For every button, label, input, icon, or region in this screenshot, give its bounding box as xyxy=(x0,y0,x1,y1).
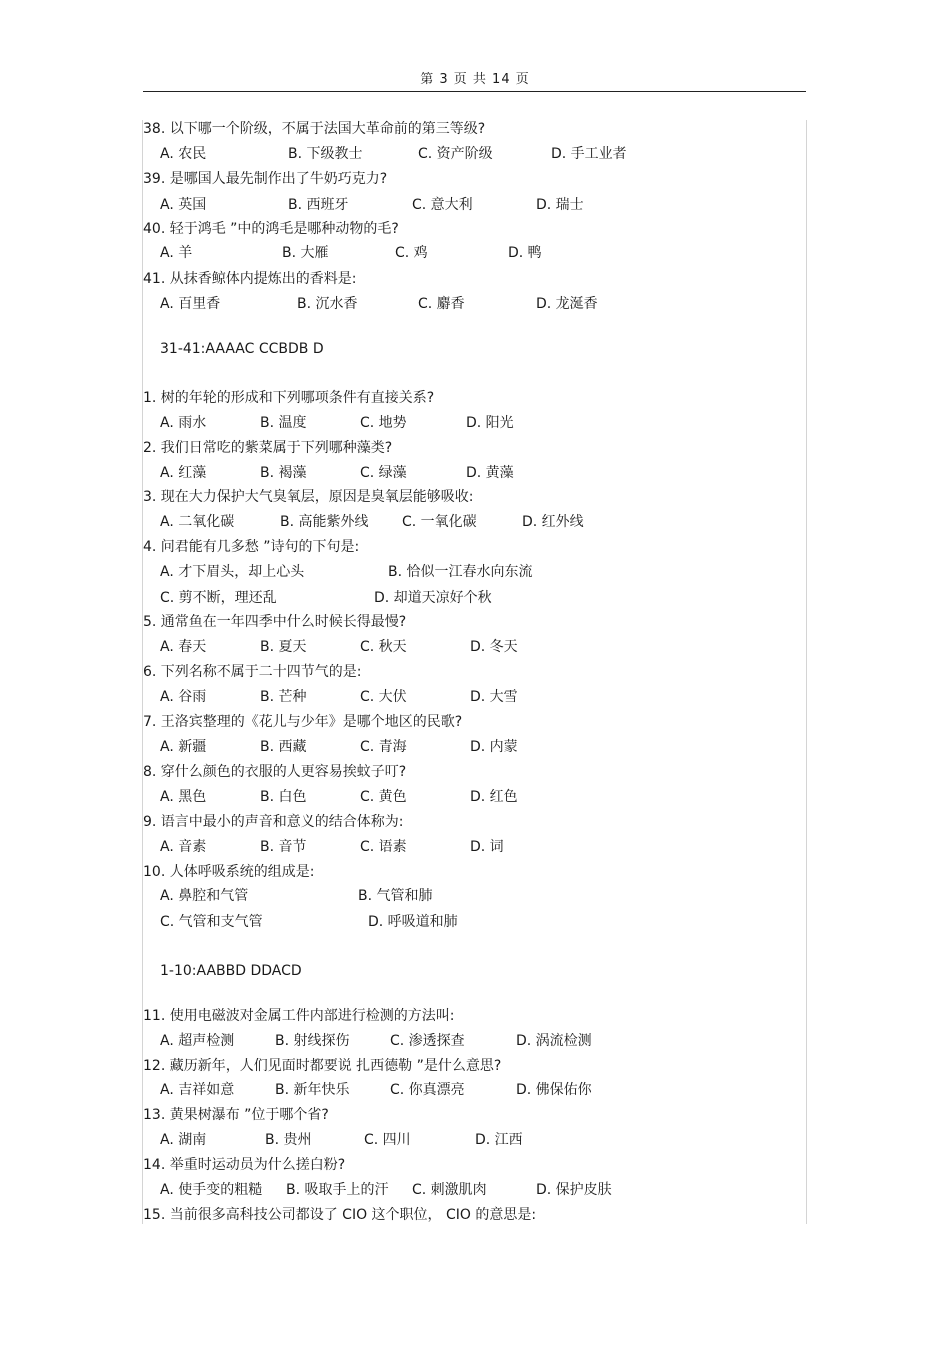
answer-option: D. 龙涎香 xyxy=(536,296,598,312)
answer-option: C. 一氧化碳 xyxy=(402,514,477,530)
answer-option: C. 地势 xyxy=(360,415,407,431)
answer-option: A. 黑色 xyxy=(160,789,207,805)
answer-option: C. 渗透探查 xyxy=(390,1033,465,1049)
answer-option: A. 农民 xyxy=(160,146,207,162)
answer-option: D. 呼吸道和肺 xyxy=(368,914,458,930)
answer-option: A. 超声检测 xyxy=(160,1033,235,1049)
answer-option: B. 下级教士 xyxy=(288,146,363,162)
answer-option: B. 贵州 xyxy=(265,1132,312,1148)
answer-option: C. 语素 xyxy=(360,839,407,855)
answer-option: D. 冬天 xyxy=(470,639,518,655)
answer-option: A. 谷雨 xyxy=(160,689,207,705)
answer-option: D. 瑞士 xyxy=(536,197,584,213)
question-text: 4. 问君能有几多愁 ”诗句的下句是: xyxy=(143,539,360,555)
answer-key: 1-10:AABBD DDACD xyxy=(160,963,302,979)
answer-option: C. 黄色 xyxy=(360,789,407,805)
answer-option: C. 剪不断，理还乱 xyxy=(160,590,277,606)
question-text: 9. 语言中最小的声音和意义的结合体称为: xyxy=(143,814,404,830)
answer-option: C. 资产阶级 xyxy=(418,146,493,162)
question-text: 40. 轻于鸿毛 ”中的鸿毛是哪种动物的毛? xyxy=(143,221,399,237)
answer-option: C. 绿藻 xyxy=(360,465,407,481)
answer-option: A. 音素 xyxy=(160,839,207,855)
question-text: 38. 以下哪一个阶级，不属于法国大革命前的第三等级? xyxy=(143,121,486,137)
answer-option: C. 大伏 xyxy=(360,689,407,705)
answer-option: A. 百里香 xyxy=(160,296,221,312)
answer-option: A. 使手变的粗糙 xyxy=(160,1182,263,1198)
answer-option: B. 音节 xyxy=(260,839,307,855)
answer-option: B. 白色 xyxy=(260,789,307,805)
answer-key: 31-41:AAAAC CCBDB D xyxy=(160,341,324,357)
answer-option: B. 沉水香 xyxy=(297,296,358,312)
answer-option: B. 西班牙 xyxy=(288,197,349,213)
answer-option: C. 麝香 xyxy=(418,296,465,312)
answer-option: A. 红藻 xyxy=(160,465,207,481)
answer-option: D. 江西 xyxy=(475,1132,523,1148)
question-text: 8. 穿什么颜色的衣服的人更容易挨蚊子叮? xyxy=(143,764,407,780)
question-text: 41. 从抹香鲸体内提炼出的香料是: xyxy=(143,271,357,287)
answer-option: D. 保护皮肤 xyxy=(536,1182,612,1198)
answer-option: C. 四川 xyxy=(364,1132,411,1148)
answer-option: A. 才下眉头，却上心头 xyxy=(160,564,305,580)
answer-option: A. 英国 xyxy=(160,197,207,213)
answer-option: D. 黄藻 xyxy=(466,465,514,481)
question-text: 13. 黄果树瀑布 ”位于哪个省? xyxy=(143,1107,329,1123)
answer-option: C. 意大利 xyxy=(412,197,473,213)
answer-option: C. 鸡 xyxy=(395,245,428,261)
answer-option: B. 温度 xyxy=(260,415,307,431)
answer-option: C. 气管和支气管 xyxy=(160,914,263,930)
answer-option: A. 二氧化碳 xyxy=(160,514,235,530)
answer-option: D. 鸭 xyxy=(508,245,542,261)
question-text: 2. 我们日常吃的紫菜属于下列哪种藻类? xyxy=(143,440,393,456)
answer-option: B. 新年快乐 xyxy=(275,1082,350,1098)
question-text: 3. 现在大力保护大气臭氧层，原因是臭氧层能够吸收: xyxy=(143,489,474,505)
answer-option: D. 词 xyxy=(470,839,504,855)
answer-option: A. 鼻腔和气管 xyxy=(160,888,249,904)
answer-option: A. 春天 xyxy=(160,639,207,655)
answer-option: B. 夏天 xyxy=(260,639,307,655)
page-number-header: 第 3 页 共 14 页 xyxy=(420,72,530,87)
answer-option: D. 佛保佑你 xyxy=(516,1082,592,1098)
question-text: 7. 王洛宾整理的《花儿与少年》是哪个地区的民歌? xyxy=(143,714,463,730)
question-text: 39. 是哪国人最先制作出了牛奶巧克力? xyxy=(143,171,388,187)
answer-option: D. 却道天凉好个秋 xyxy=(374,590,492,606)
answer-option: D. 涡流检测 xyxy=(516,1033,592,1049)
answer-option: A. 羊 xyxy=(160,245,193,261)
answer-option: B. 褐藻 xyxy=(260,465,307,481)
answer-option: B. 吸取手上的汗 xyxy=(286,1182,389,1198)
answer-option: D. 手工业者 xyxy=(551,146,627,162)
answer-option: C. 秋天 xyxy=(360,639,407,655)
answer-option: C. 刺激肌肉 xyxy=(412,1182,487,1198)
answer-option: A. 湖南 xyxy=(160,1132,207,1148)
question-text: 6. 下列名称不属于二十四节气的是: xyxy=(143,664,362,680)
answer-option: B. 射线探伤 xyxy=(275,1033,350,1049)
answer-option: D. 红外线 xyxy=(522,514,584,530)
question-text: 5. 通常鱼在一年四季中什么时候长得最慢? xyxy=(143,614,407,630)
answer-option: C. 你真漂亮 xyxy=(390,1082,465,1098)
question-text: 10. 人体呼吸系统的组成是: xyxy=(143,864,315,880)
question-text: 15. 当前很多高科技公司都设了 CIO 这个职位， CIO 的意思是: xyxy=(143,1207,537,1223)
answer-option: D. 内蒙 xyxy=(470,739,518,755)
answer-option: A. 新疆 xyxy=(160,739,207,755)
answer-option: A. 吉祥如意 xyxy=(160,1082,235,1098)
answer-option: C. 青海 xyxy=(360,739,407,755)
question-text: 1. 树的年轮的形成和下列哪项条件有直接关系? xyxy=(143,390,435,406)
answer-option: D. 大雪 xyxy=(470,689,518,705)
answer-option: B. 恰似一江春水向东流 xyxy=(388,564,533,580)
question-text: 11. 使用电磁波对金属工件内部进行检测的方法叫: xyxy=(143,1008,455,1024)
answer-option: D. 阳光 xyxy=(466,415,514,431)
question-text: 12. 藏历新年，人们见面时都要说 扎西德勒 ”是什么意思? xyxy=(143,1058,502,1074)
answer-option: B. 大雁 xyxy=(282,245,329,261)
answer-option: B. 高能紫外线 xyxy=(280,514,369,530)
answer-option: B. 西藏 xyxy=(260,739,307,755)
question-text: 14. 举重时运动员为什么搓白粉? xyxy=(143,1157,346,1173)
answer-option: D. 红色 xyxy=(470,789,518,805)
answer-option: B. 气管和肺 xyxy=(358,888,433,904)
answer-option: B. 芒种 xyxy=(260,689,307,705)
answer-option: A. 雨水 xyxy=(160,415,207,431)
